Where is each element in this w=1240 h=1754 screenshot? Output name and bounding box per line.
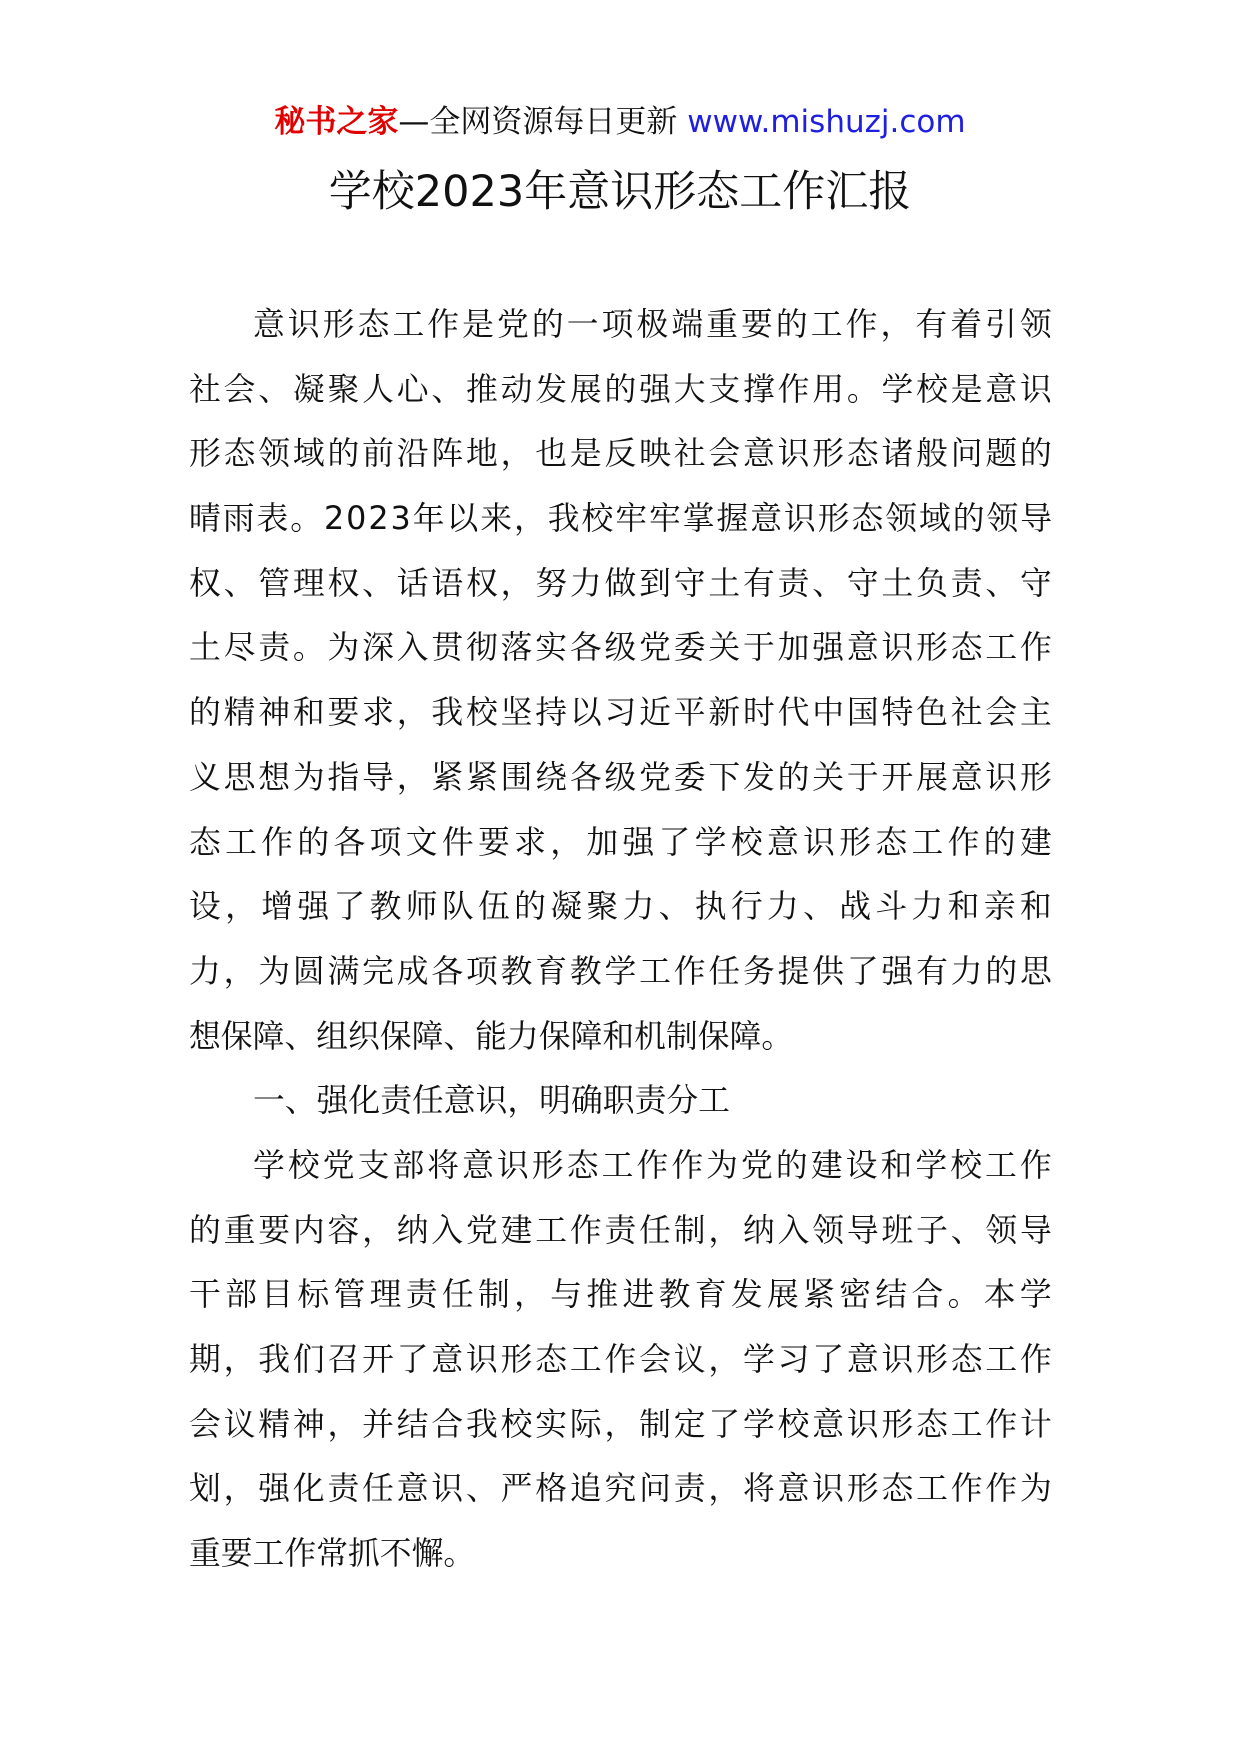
text-line: 期 ， 我 们 召 开 了 意 识 形 态 工 作 会 议 ， 学 习 了 意 识 形 态 工 作 <box>189 1341 1052 1378</box>
site-url[interactable]: www.mishuzj.com <box>687 104 966 140</box>
text-line: 的 精 神 和 要 求 ， 我 校 坚 持 以 习 近 平 新 时 代 中 国 特 色 社 会 主 <box>189 694 1052 732</box>
text-line: 重要工作常抓不懈。 <box>189 1535 476 1573</box>
text-line: 干 部 目 标 管 理 责 任 制 ， 与 推 进 教 育 发 展 紧 密 结 合 。 本 学 <box>189 1276 1052 1314</box>
site-tagline: —全网资源每日更新 <box>398 104 688 140</box>
text-line: 权 、 管 理 权 、 话 语 权 ， 努 力 做 到 守 土 有 责 、 守 土 负 责 、 守 <box>189 564 1052 602</box>
text-line: 想保障、组织保障、能力保障和机制保障。 <box>189 1017 794 1055</box>
site-brand: 秘书之家 <box>274 104 399 140</box>
site-header <box>0 100 1240 144</box>
text-line: 义 思 想 为 指 导 ， 紧 紧 围 绕 各 级 党 委 下 发 的 关 于 开 展 意 识 形 <box>189 758 1052 796</box>
section-heading: 一、强化责任意识，明确职责分工 <box>253 1082 730 1120</box>
text-line: 学 校 党 支 部 将 意 识 形 态 工 作 作 为 党 的 建 设 和 学 校 工 作 <box>253 1146 1052 1184</box>
text-line: 形 态 领 域 的 前 沿 阵 地 ， 也 是 反 映 社 会 意 识 形 态 诸 般 问 题 的 <box>189 435 1052 473</box>
text-line: 态 工 作 的 各 项 文 件 要 求 ， 加 强 了 学 校 意 识 形 态 工 作 的 建 <box>189 823 1052 861</box>
text-line: 晴 雨 表 。 2 0 2 3 年 以 来 ， 我 校 牢 牢 掌 握 意 识 形 态 领 域 的 领 导 <box>189 500 1052 538</box>
text-line: 意 识 形 态 工 作 是 党 的 一 项 极 端 重 要 的 工 作 ， 有 着 引 领 <box>253 306 1052 343</box>
text-line: 社 会 、 凝 聚 人 心 、 推 动 发 展 的 强 大 支 撑 作 用 。 学 校 是 意 识 <box>189 370 1052 408</box>
text-line: 力 ， 为 圆 满 完 成 各 项 教 育 教 学 工 作 任 务 提 供 了 强 有 力 的 思 <box>189 952 1052 990</box>
document-body <box>189 293 1052 1587</box>
text-line: 会 议 精 神 ， 并 结 合 我 校 实 际 ， 制 定 了 学 校 意 识 形 态 工 作 计 <box>189 1405 1052 1443</box>
intro-paragraph <box>189 293 1052 1069</box>
document-title: 学校2023年意识形态工作汇报 <box>328 167 912 217</box>
text-line: 土 尽 责 。 为 深 入 贯 彻 落 实 各 级 党 委 关 于 加 强 意 识 形 态 工 作 <box>189 629 1052 667</box>
text-line: 设 ， 增 强 了 教 师 队 伍 的 凝 聚 力 、 执 行 力 、 战 斗 力 和 亲 和 <box>189 888 1052 926</box>
text-line: 的 重 要 内 容 ， 纳 入 党 建 工 作 责 任 制 ， 纳 入 领 导 班 子 、 领 导 <box>189 1211 1052 1249</box>
text-line: 划 ， 强 化 责 任 意 识 、 严 格 追 究 问 责 ， 将 意 识 形 态 工 作 作 为 <box>189 1470 1052 1508</box>
section-paragraph <box>189 1134 1052 1587</box>
